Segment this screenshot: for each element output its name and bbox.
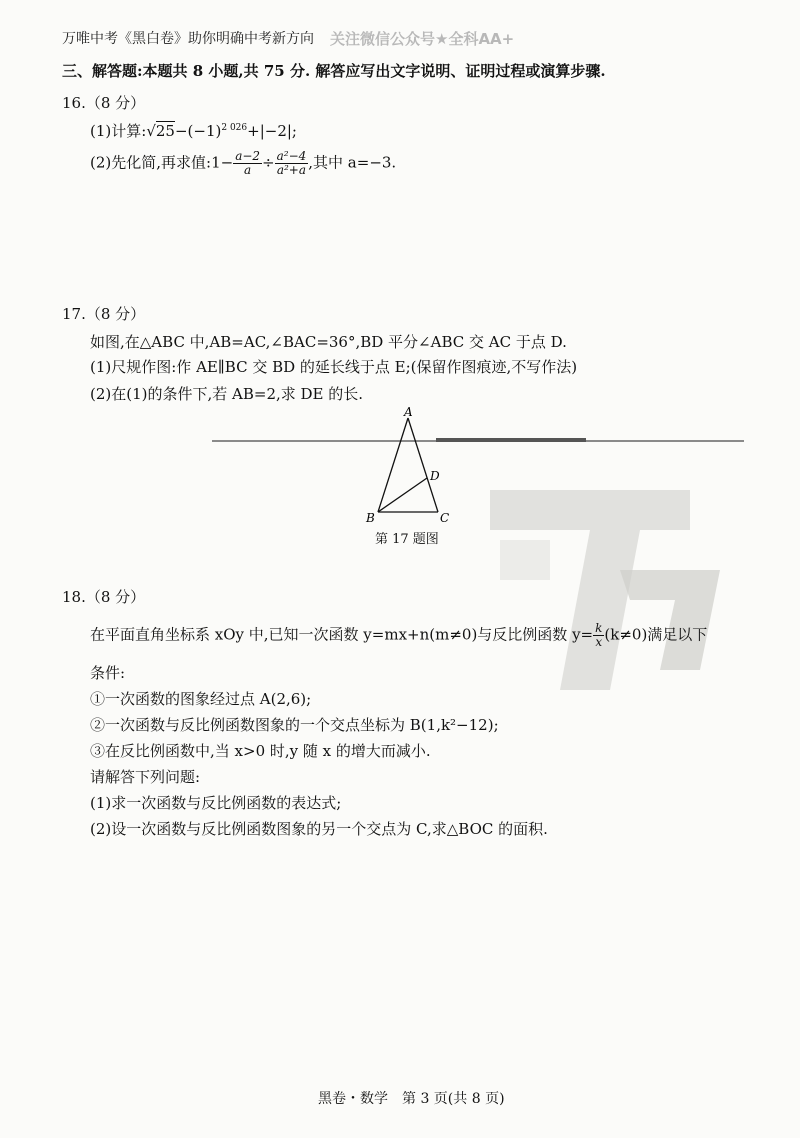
label-c: C: [440, 511, 450, 525]
q18-stem: [90, 622, 707, 649]
q16-part2: [90, 150, 396, 177]
q16-p1-exponent: 2 026: [221, 123, 248, 133]
q18-ask: 请解答下列问题:: [90, 768, 201, 786]
q16-p1-mid: −(−1): [174, 122, 222, 140]
segment-ac: [408, 418, 438, 512]
q16-frac2-num: a²−4: [276, 149, 307, 163]
q18-stem-c: 条件:: [90, 664, 126, 682]
q18-frac-den: x: [595, 635, 603, 649]
sqrt-icon: √: [146, 122, 156, 140]
q16-part1: [90, 120, 297, 141]
q18-stem-b: (k≠0)满足以下: [604, 625, 708, 644]
q16-frac1-den: a: [244, 163, 252, 177]
header-title: 万唯中考《黑白卷》助你明确中考新方向: [62, 31, 314, 47]
header-watermark: 关注微信公众号★全科AA+: [330, 30, 515, 48]
q16-frac1-num: a−2: [235, 149, 261, 163]
q18-part1: (1)求一次函数与反比例函数的表达式;: [90, 794, 342, 812]
q18-condition-1: ①一次函数的图象经过点 A(2,6);: [90, 690, 312, 708]
watermark-logo: [490, 470, 730, 690]
q16-p1-end: +|−2|;: [247, 122, 297, 140]
segment-ab: [378, 418, 408, 512]
segment-bd: [378, 478, 427, 512]
q18-frac-num: k: [595, 621, 603, 635]
q18-condition-3: ③在反比例函数中,当 x>0 时,y 随 x 的增大而减小.: [90, 742, 431, 760]
q17-number: 17.（8 分）: [62, 305, 146, 323]
section-title: 三、解答题:本题共 8 小题,共 75 分. 解答应写出文字说明、证明过程或演算步骤.: [62, 62, 606, 80]
label-b: B: [366, 511, 375, 525]
q16-p1-prefix: (1)计算:: [90, 122, 147, 140]
q16-frac2-den: a²+a: [276, 163, 307, 177]
q18-condition-2: ②一次函数与反比例函数图象的一个交点坐标为 B(1,k²−12);: [90, 716, 499, 734]
triangle-figure: [360, 404, 460, 528]
q16-fraction-1: [233, 150, 262, 177]
page-footer: 黑卷・数学 第 3 页(共 8 页): [318, 1091, 505, 1107]
q16-p2-end: ,其中 a=−3.: [308, 153, 397, 172]
q16-number: 16.（8 分）: [62, 94, 146, 112]
q16-p2-prefix: (2)先化简,再求值:1−: [90, 153, 234, 172]
figure-caption: 第 17 题图: [375, 532, 439, 547]
label-a: A: [404, 405, 413, 419]
q16-fraction-2: [275, 150, 309, 177]
q17-stem: 如图,在△ABC 中,AB=AC,∠BAC=36°,BD 平分∠ABC 交 AC 于点 D.: [90, 333, 567, 351]
q17-part1: (1)尺规作图:作 AE∥BC 交 BD 的延长线于点 E;(保留作图痕迹,不写作法): [90, 358, 578, 376]
label-d: D: [430, 469, 440, 483]
q17-part2: (2)在(1)的条件下,若 AB=2,求 DE 的长.: [90, 385, 364, 403]
q18-fraction: [593, 622, 604, 649]
q16-p1-radicand: 25: [155, 122, 175, 140]
q16-div-sign: ÷: [262, 153, 275, 172]
q18-stem-a: 在平面直角坐标系 xOy 中,已知一次函数 y=mx+n(m≠0)与反比例函数 y=: [90, 625, 594, 644]
q18-part2: (2)设一次函数与反比例函数图象的另一个交点为 C,求△BOC 的面积.: [90, 820, 548, 838]
q18-number: 18.（8 分）: [62, 588, 146, 606]
